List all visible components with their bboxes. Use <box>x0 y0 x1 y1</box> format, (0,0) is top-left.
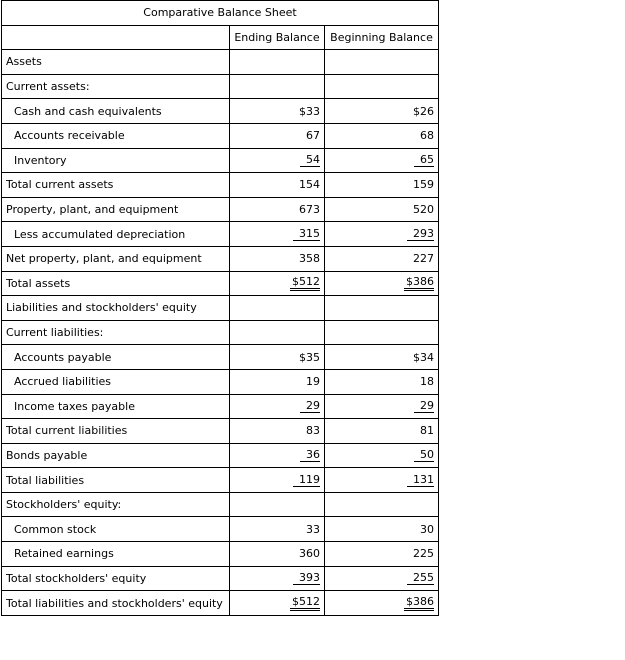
ending-balance-cell <box>230 296 325 321</box>
table-row <box>2 99 439 124</box>
beginning-balance-cell <box>325 50 439 75</box>
beginning-balance-value: 225 <box>413 547 435 561</box>
beginning-balance-value: $34 <box>413 350 435 364</box>
table-row <box>2 296 439 321</box>
ending-balance-value: $512 <box>290 595 320 611</box>
row-label: Current liabilities: <box>2 320 230 345</box>
row-label: Total liabilities <box>2 468 230 493</box>
ending-balance-cell <box>230 542 325 567</box>
table-row <box>2 345 439 370</box>
beginning-balance-cell <box>325 492 439 517</box>
beginning-balance-value: 520 <box>413 203 435 217</box>
ending-balance-value: 154 <box>299 178 320 192</box>
table-row <box>2 222 439 247</box>
table-row <box>2 394 439 419</box>
table-row <box>2 419 439 444</box>
balance-sheet-body <box>2 1 439 616</box>
row-label: Liabilities and stockholders' equity <box>2 296 230 321</box>
row-label: Total liabilities and stockholders' equity <box>2 591 230 616</box>
table-row <box>2 123 439 148</box>
beginning-balance-value: 50 <box>414 448 434 462</box>
ending-balance-cell <box>230 369 325 394</box>
beginning-balance-header: Beginning Balance <box>325 25 439 50</box>
ending-balance-value: 29 <box>300 399 320 413</box>
beginning-balance-cell <box>325 173 439 198</box>
ending-balance-cell <box>230 345 325 370</box>
label-column-header <box>2 25 230 50</box>
ending-balance-value: 315 <box>293 227 320 241</box>
row-label: Total assets <box>2 271 230 296</box>
beginning-balance-cell <box>325 369 439 394</box>
ending-balance-cell <box>230 566 325 591</box>
beginning-balance-cell <box>325 271 439 296</box>
row-label: Common stock <box>2 517 230 542</box>
title-row <box>2 1 439 26</box>
column-header-row <box>2 25 439 50</box>
beginning-balance-cell <box>325 566 439 591</box>
row-label: Stockholders' equity: <box>2 492 230 517</box>
ending-balance-cell <box>230 394 325 419</box>
table-row <box>2 148 439 173</box>
beginning-balance-cell <box>325 419 439 444</box>
row-label: Accounts payable <box>2 345 230 370</box>
beginning-balance-value: $386 <box>404 595 434 611</box>
row-label: Retained earnings <box>2 542 230 567</box>
ending-balance-cell <box>230 99 325 124</box>
table-row <box>2 542 439 567</box>
ending-balance-value: 54 <box>300 153 320 167</box>
ending-balance-cell <box>230 74 325 99</box>
ending-balance-value: $33 <box>299 104 320 118</box>
table-row <box>2 173 439 198</box>
ending-balance-cell <box>230 419 325 444</box>
row-label: Current assets: <box>2 74 230 99</box>
table-row <box>2 443 439 468</box>
beginning-balance-value: 68 <box>420 129 435 143</box>
beginning-balance-value: 131 <box>407 473 434 487</box>
ending-balance-value: 36 <box>300 448 320 462</box>
beginning-balance-cell <box>325 222 439 247</box>
ending-balance-cell <box>230 443 325 468</box>
table-row <box>2 74 439 99</box>
table-row <box>2 271 439 296</box>
beginning-balance-value: 255 <box>407 571 434 585</box>
beginning-balance-value: 29 <box>414 399 434 413</box>
ending-balance-cell <box>230 173 325 198</box>
ending-balance-value: 19 <box>306 375 320 389</box>
ending-balance-cell <box>230 271 325 296</box>
ending-balance-value: 33 <box>306 522 320 536</box>
row-label: Total current assets <box>2 173 230 198</box>
beginning-balance-cell <box>325 443 439 468</box>
ending-balance-cell <box>230 222 325 247</box>
table-row <box>2 320 439 345</box>
ending-balance-value: 83 <box>306 424 320 438</box>
table-row <box>2 517 439 542</box>
row-label: Accounts receivable <box>2 123 230 148</box>
ending-balance-value: 119 <box>293 473 320 487</box>
beginning-balance-cell <box>325 246 439 271</box>
row-label: Less accumulated depreciation <box>2 222 230 247</box>
ending-balance-cell <box>230 492 325 517</box>
ending-balance-cell <box>230 50 325 75</box>
row-label: Cash and cash equivalents <box>2 99 230 124</box>
ending-balance-value: 358 <box>299 252 320 266</box>
table-row <box>2 468 439 493</box>
beginning-balance-value: 18 <box>420 375 435 389</box>
beginning-balance-cell <box>325 517 439 542</box>
beginning-balance-value: $26 <box>413 104 435 118</box>
table-row <box>2 591 439 616</box>
beginning-balance-cell <box>325 542 439 567</box>
ending-balance-cell <box>230 468 325 493</box>
ending-balance-cell <box>230 320 325 345</box>
row-label: Net property, plant, and equipment <box>2 246 230 271</box>
ending-balance-value: 673 <box>299 203 320 217</box>
row-label: Bonds payable <box>2 443 230 468</box>
row-label: Assets <box>2 50 230 75</box>
beginning-balance-cell <box>325 394 439 419</box>
table-row <box>2 369 439 394</box>
table-row <box>2 492 439 517</box>
ending-balance-header: Ending Balance <box>230 25 325 50</box>
beginning-balance-cell <box>325 320 439 345</box>
ending-balance-value: $512 <box>290 275 320 291</box>
beginning-balance-cell <box>325 197 439 222</box>
beginning-balance-cell <box>325 148 439 173</box>
row-label: Property, plant, and equipment <box>2 197 230 222</box>
ending-balance-cell <box>230 246 325 271</box>
beginning-balance-value: 159 <box>413 178 435 192</box>
table-row <box>2 197 439 222</box>
ending-balance-value: 360 <box>299 547 320 561</box>
table-row <box>2 566 439 591</box>
table-row <box>2 50 439 75</box>
beginning-balance-cell <box>325 345 439 370</box>
beginning-balance-value: 293 <box>407 227 434 241</box>
beginning-balance-cell <box>325 296 439 321</box>
ending-balance-cell <box>230 591 325 616</box>
row-label: Total stockholders' equity <box>2 566 230 591</box>
ending-balance-value: $35 <box>299 350 320 364</box>
row-label: Accrued liabilities <box>2 369 230 394</box>
beginning-balance-cell <box>325 591 439 616</box>
ending-balance-cell <box>230 148 325 173</box>
beginning-balance-value: 65 <box>414 153 434 167</box>
ending-balance-cell <box>230 517 325 542</box>
beginning-balance-cell <box>325 468 439 493</box>
beginning-balance-value: 30 <box>420 522 435 536</box>
row-label: Inventory <box>2 148 230 173</box>
row-label: Income taxes payable <box>2 394 230 419</box>
balance-sheet-table <box>1 0 439 616</box>
sheet-title: Comparative Balance Sheet <box>2 1 439 26</box>
beginning-balance-cell <box>325 123 439 148</box>
ending-balance-cell <box>230 123 325 148</box>
beginning-balance-value: 227 <box>413 252 435 266</box>
ending-balance-value: 67 <box>306 129 320 143</box>
beginning-balance-value: $386 <box>404 275 434 291</box>
table-row <box>2 246 439 271</box>
beginning-balance-cell <box>325 74 439 99</box>
ending-balance-cell <box>230 197 325 222</box>
ending-balance-value: 393 <box>293 571 320 585</box>
beginning-balance-cell <box>325 99 439 124</box>
row-label: Total current liabilities <box>2 419 230 444</box>
beginning-balance-value: 81 <box>420 424 435 438</box>
